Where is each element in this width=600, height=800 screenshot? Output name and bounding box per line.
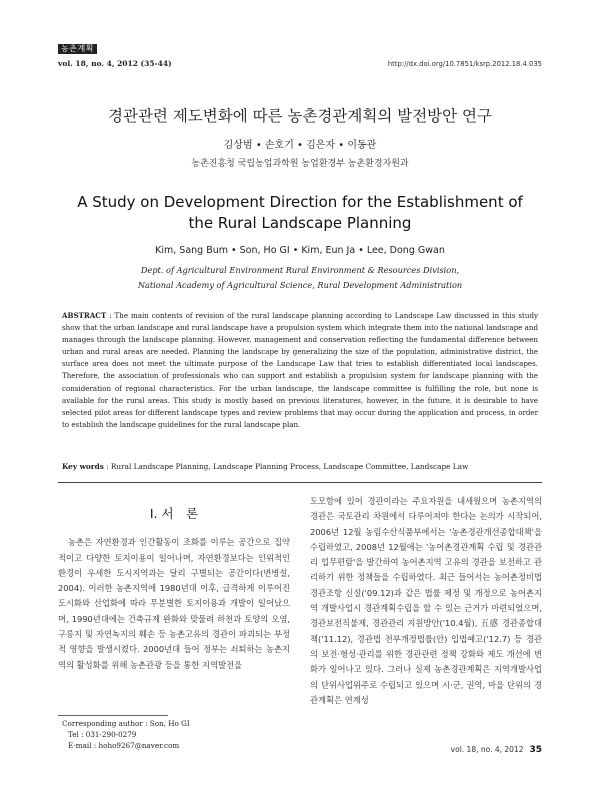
- journal-logo: 농촌계획: [58, 44, 97, 54]
- doi-link[interactable]: http://dx.doi.org/10.7851/ksrp.2012.18.4.035: [387, 60, 542, 68]
- footnote-tel: Tel : 031-290-0279: [68, 730, 137, 739]
- english-title-line1: A Study on Development Direction for the Establishment of: [77, 193, 523, 211]
- volume-info: vol. 18, no. 4, 2012 (35-44): [58, 59, 172, 68]
- footnote-divider: [58, 715, 168, 716]
- body-column-right: [310, 494, 542, 708]
- english-title: [0, 192, 600, 234]
- abstract-label: ABSTRACT: [62, 311, 107, 320]
- corresponding-author-footnote: [62, 718, 190, 751]
- english-affiliation-line2: National Academy of Agricultural Science, Rural Development Administration: [137, 280, 463, 290]
- footer-issue: vol. 18, no. 4, 2012: [450, 745, 524, 754]
- korean-authors: 김상범 • 손호기 • 김은자 • 이동관: [223, 140, 377, 151]
- korean-title: 경관관련 제도변화에 따른 농촌경관계획의 발전방안 연구: [108, 107, 492, 125]
- page-footer: [451, 745, 542, 755]
- english-title-line2: the Rural Landscape Planning: [188, 214, 412, 232]
- keywords-label: Key words: [62, 462, 104, 471]
- keywords-text: : Rural Landscape Planning, Landscape Planning Process, Landscape Committee, Landscape Law: [103, 462, 469, 471]
- english-authors: Kim, Sang Bum • Son, Ho GI • Kim, Eun Ja • Lee, Dong Gwan: [155, 245, 445, 256]
- footnote-author: Corresponding author : Son, Ho GI: [62, 719, 190, 728]
- body-column-left: [58, 494, 290, 673]
- keywords: [62, 462, 538, 471]
- abstract-text: : The main contents of revision of the rural landscape planning according to Landscape Law discussed in this study show that the urban landscape and rural landscape have a propulsion system which integrate them into the national landscape and manages through the landscape planning. However, management and conservation reflecting the fundamental difference between urban and rural areas are needed. Planning the landscape by generalizing the size of the population, administrative district, the surface area does not meet the ultimate purpose of the Landscape Law that tries to establish differentiated local landscapes. Therefore, the association of professionals who can support and establish a propulsion system for landscape planning with the consideration of regional characteristics. For the urban landscape, the landscape committee is fulfilling the role, but none is available for the rural areas. This study is mostly based on previous literatures, however, in the future, it is desirable to have selected pilot areas for different landscape types and review problems that may occur during the application and process, in order to establish the landscape guidelines for the rural landscape plan.: [62, 311, 538, 429]
- footnote-email: E-mail : hoho9267@naver.com: [68, 741, 180, 750]
- intro-paragraph-left: 농촌은 자연환경과 인간활동이 조화를 이루는 공간으로 집약적이고 다양한 토지이용이 일어나며, 자연환경보다는 인위적인 환경이 우세한 도시지역과는 달리 구별되는 공간이다(변병설, 2004). 이러한 농촌지역에 1980년대 이후, 급격하게 이루어진 도시화와 산업화에 따라 무분별한 토지이용과 개발이 일어났으며, 1990년대에는 건축규제 완화와 맞물려 하천과 토양의 오염, 구릉지 및 자연녹지의 훼손 등 농촌고유의 경관이 파괴되는 부정적 영향을 발생시켰다. 2000년대 들어 정부는 쇠퇴하는 농촌지역의 활성화를 위해 농촌관광 등을 통한 지역발전을: [58, 537, 290, 670]
- abstract: [62, 310, 538, 431]
- english-affiliation-line1: Dept. of Agricultural Environment Rural Environment & Resources Division,: [140, 265, 460, 275]
- english-affiliation: [0, 263, 600, 293]
- section-heading-introduction: Ⅰ. 서 론: [149, 506, 199, 521]
- intro-paragraph-right: 도모함에 있어 경관이라는 주요자원을 내세웠으며 농촌지역의 경관은 국토관리 차원에서 다루어져야 한다는 논의가 시작되어, 2006년 12월 농림수산식품부에서는 '농촌경관개선종합대책'을 수립하였고, 2008년 12월에는 '농어촌경관계획 수립 및 경관관리 업무편람'을 발간하여 농어촌지역 고유의 경관을 보전하고 관리하기 위한 정책들을 수립하였다. 최근 들어서는 농어촌정비법 경관조항 신설('09.12)과 같은 법률 제정 및 개정으로 농어촌지역 개발사업시 경관계획수립을 할 수 있는 근거가 마련되었으며, 경관보전직불제, 경관관리 지원방안('10.4월), 五感 경관종합대책('11.12), 경관법 전부개정법률(안) 입법예고('12.7) 등 경관의 보전·형성·관리를 위한 경관관련 정책 강화와 제도 개선에 변화가 일어나고 있다. 그러나 실제 농촌경관계획은 지역개발사업의 단위사업위주로 수립되고 있으며 시·군, 권역, 마을 단위의 경관계획은 연계성: [310, 496, 542, 705]
- section-divider: [58, 482, 542, 483]
- page-number: 35: [529, 745, 542, 755]
- korean-affiliation: 농촌진흥청 국립농업과학원 농업환경부 농촌환경자원과: [191, 159, 409, 169]
